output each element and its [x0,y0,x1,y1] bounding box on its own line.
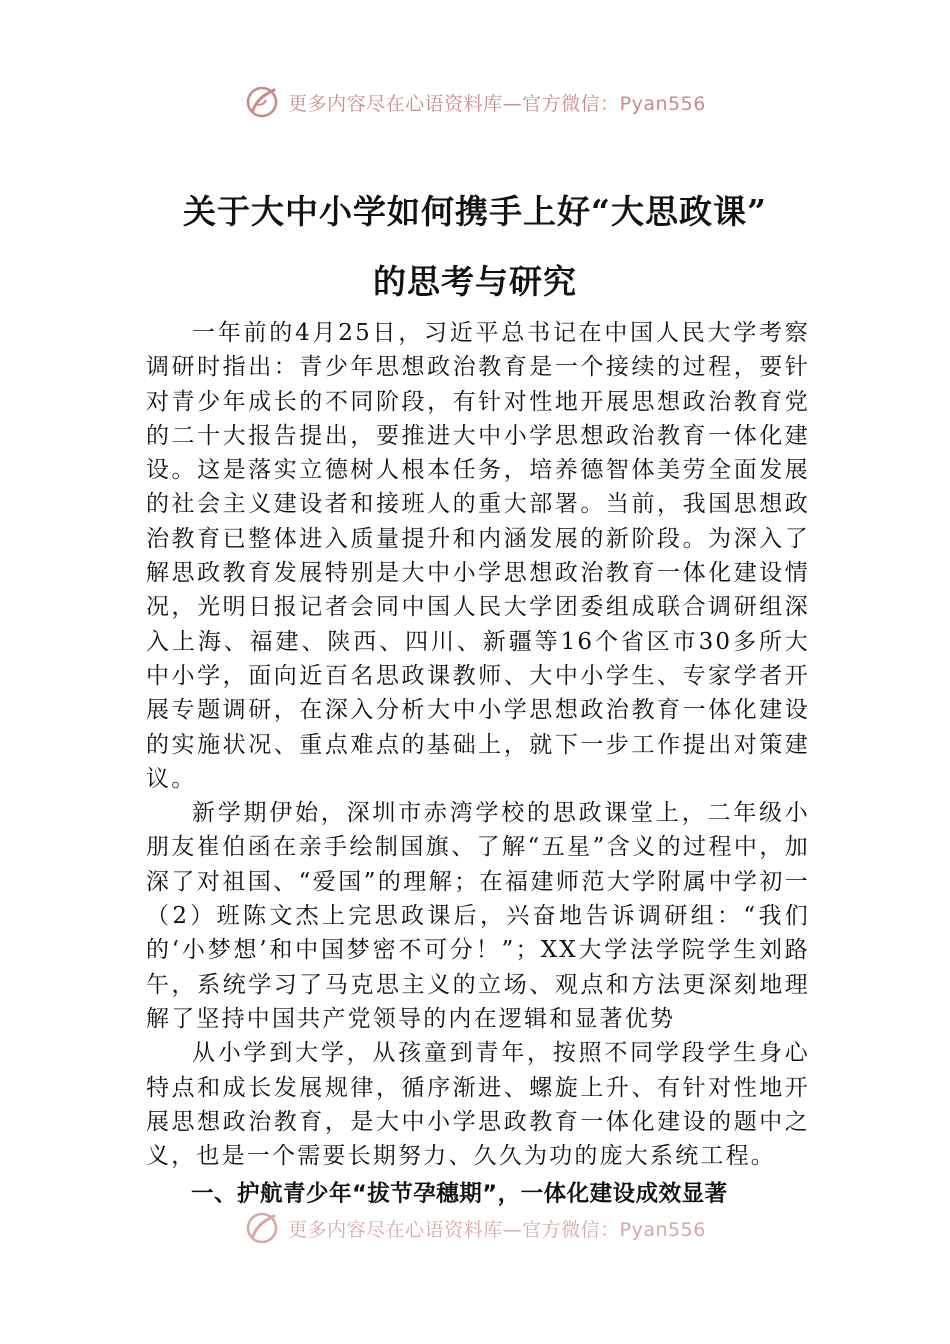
watermark-text: 更多内容尽在心语资料库—官方微信：Pyan556 [288,1218,706,1241]
watermark-text: 更多内容尽在心语资料库—官方微信：Pyan556 [288,92,706,115]
paragraph-1: 一年前的4月25日，习近平总书记在中国人民大学考察调研时指出：青少年思想政治教育是一个接续的过程，要针对青少年成长的不同阶段，有针对性地开展思想政治教育党的二十大报告提出，要推进大中小学思想政治教育一体化建设。这是落实立德树人根本任务，培养德智体美劳全面发展的社会主义建设者和接班人的重大部署。当前，我国思想政治教育已整体进入质量提升和内涵发展的新阶段。为深入了解思政教育发展特别是大中小学思想政治教育一体化建设情况，光明日报记者会同中国人民大学团委组成联合调研组深入上海、福建、陕西、四川、新疆等16个省区市30多所大中小学，面向近百名思政课教师、大中小学生、专家学者开展专题调研，在深入分析大中小学思想政治教育一体化建设的实施状况、重点难点的基础上，就下一步工作提出对策建议。 [146,320,810,792]
document-title-line2: 的思考与研究 [373,262,577,301]
document-body [146,316,810,1212]
paragraph-3: 从小学到大学，从孩童到青年，按照不同学段学生身心特点和成长发展规律，循序渐进、螺旋上升、有针对性地开展思想政治教育，是大中小学思政教育一体化建设的题中之义，也是一个需要长期努力、久久为功的庞大系统工程。 [146,1040,810,1170]
document-title-line1: 关于大中小学如何携手上好“大思政课” [183,192,767,231]
watermark-bottom [0,1208,950,1248]
logo-icon [244,1210,280,1246]
section-heading: 一、护航青少年“拔节孕穗期”，一体化建设成效显著 [191,1181,728,1208]
paragraph-2: 新学期伊始，深圳市赤湾学校的思政课堂上，二年级小朋友崔伯函在亲手绘制国旗、了解“五星”含义的过程中，加深了对祖国、“爱国”的理解；在福建师范大学附属中学初一（2）班陈文杰上完思政课后，兴奋地告诉调研组：“我们的‘小梦想’和中国梦密不可分！”；XX大学法学院学生刘路午，系统学习了马克思主义的立场、观点和方法更深刻地理解了坚持中国共产党领导的内在逻辑和显著优势 [146,800,810,1032]
watermark-top [0,82,950,122]
logo-icon [244,84,280,120]
